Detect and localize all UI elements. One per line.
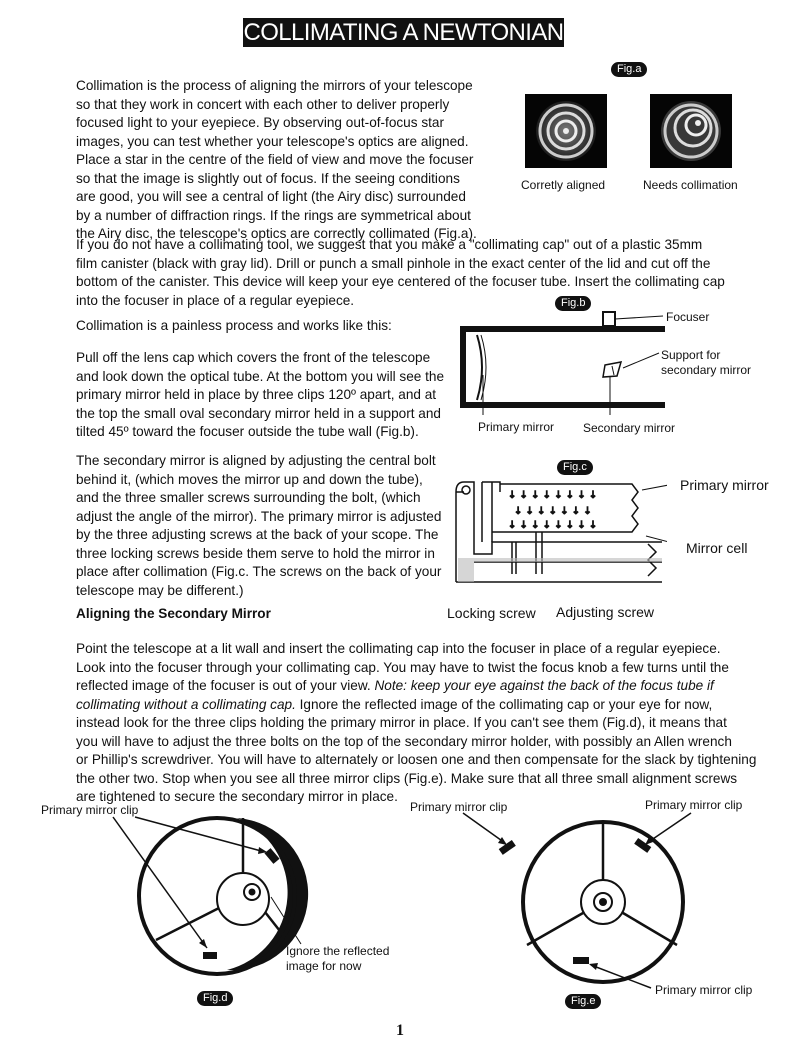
svg-text:↓ ↓ ↓ ↓ ↓ ↓ ↓: ↓ ↓ ↓ ↓ ↓ ↓ ↓ <box>514 506 592 517</box>
painless-sentence: Collimation is a painless process and works like this: <box>76 318 392 333</box>
fig-a-label-aligned: Corretly aligned <box>521 178 606 192</box>
point-text: Look into the focuser through your collimating cap. You may have to twist the focus knob a few turns until the <box>76 659 729 675</box>
mirror-arrows-icon <box>508 490 597 531</box>
intro-line: are good, you will see a central of light (the Airy disc) surrounded <box>76 189 466 204</box>
fig-c-badge: Fig.c <box>557 460 593 475</box>
secondary-line: behind it, (which moves the mirror up and down the tube), <box>76 471 423 487</box>
point-line <box>76 751 756 770</box>
intro-line: the Airy disc, the telescope's optics are correctly collimated (Fig.a). <box>76 226 477 241</box>
secondary-line: by the three adjusting screws at the back of your scope. The <box>76 527 439 542</box>
intro-line: by a number of diffraction rings. If the rings are symmetrical about <box>76 207 471 223</box>
point-note: collimating without a collimating cap. <box>76 696 296 712</box>
point-note: Note: keep your eye against the back of the focus tube if <box>374 678 714 693</box>
pull-line: the top the small oval secondary mirror held in a support and <box>76 405 441 421</box>
point-text: instead look for the three clips holding the primary mirror in place. If you can't see them (Fig.d), it means that <box>76 715 727 730</box>
secondary-line: telescope may be different.) <box>76 582 244 598</box>
mirror-cell-diagram <box>452 462 667 602</box>
view-without-clips-diagram <box>95 812 310 992</box>
fig-b-support-label-1: Support for <box>661 348 721 362</box>
fig-e-clip-left-label: Primary mirror clip <box>410 800 508 814</box>
fig-e-clip-right-label: Primary mirror clip <box>645 798 743 812</box>
aligned-rings-image <box>525 94 607 168</box>
point-text: Point the telescope at a lit wall and insert the collimating cap into the focuser in place of a regular eyepiece. <box>76 641 721 656</box>
point-text: the other two. Stop when you see all three mirror clips (Fig.e). Make sure that all three small alignment screws <box>76 770 738 786</box>
section-heading: Aligning the Secondary Mirror <box>76 606 271 621</box>
svg-text:↓ ↓ ↓ ↓ ↓ ↓ ↓ ↓: ↓ ↓ ↓ ↓ ↓ ↓ ↓ ↓ <box>508 520 598 531</box>
fig-d-clip-label: Primary mirror clip <box>41 803 139 817</box>
fig-e-clip-bottom-label: Primary mirror clip <box>655 983 753 997</box>
secondary-line: place after collimation (Fig.c. The screws on the back of your <box>76 564 442 579</box>
cap-line: into the focuser in place of a regular eyepiece. <box>76 292 355 308</box>
point-line <box>76 640 721 659</box>
fig-a-label-needs: Needs collimation <box>643 178 738 192</box>
svg-text:↓ ↓ ↓ ↓ ↓ ↓ ↓ ↓: ↓ ↓ ↓ ↓ ↓ ↓ ↓ ↓ <box>508 490 598 501</box>
fig-c-primary-label: Primary mirror <box>680 477 769 493</box>
point-line <box>76 677 714 696</box>
intro-line: Place a star in the centre of the field of view and move the focuser <box>76 152 474 167</box>
fig-c-adjusting-label: Adjusting screw <box>556 604 655 620</box>
point-text: are tightened to secure the secondary mirror in place. <box>76 789 398 804</box>
intro-line: so that the image is slightly out of focus. If the seeing conditions <box>76 170 460 186</box>
fig-b-support-label-2: secondary mirror <box>661 363 752 377</box>
point-line <box>76 696 712 715</box>
telescope-tube-diagram <box>455 305 670 415</box>
pull-line: and look down the optical tube. At the bottom you will see the <box>76 368 445 384</box>
page-title: COLLIMATING A NEWTONIAN <box>243 19 564 46</box>
point-line <box>76 770 737 789</box>
fig-b-primary-label: Primary mirror <box>478 420 554 434</box>
fig-a-badge: Fig.a <box>611 62 647 77</box>
needs-collimation-rings-image <box>650 94 732 168</box>
intro-line: focused light to your eyepiece. By observing out-of-focus star <box>76 115 444 130</box>
fig-d-badge: Fig.d <box>197 991 233 1006</box>
point-line <box>76 659 729 678</box>
secondary-line: adjust the angle of the mirror). The primary mirror is adjusted <box>76 508 442 524</box>
secondary-line: The secondary mirror is aligned by adjusting the central bolt <box>76 453 436 468</box>
cap-line: bottom of the canister. This device will keep your eye centered of the focuser tube. Insert the collimating cap <box>76 274 725 289</box>
point-text: reflected image of the focuser is out of your view. <box>76 678 375 693</box>
point-text: Ignore the reflected image of the collimating cap or your eye for now, <box>295 696 713 712</box>
intro-line: images, you can test whether your telescope's optics are aligned. <box>76 133 469 149</box>
pull-line: primary mirror held in place by three clips 120º apart, and at <box>76 387 437 402</box>
point-line <box>76 714 727 733</box>
fig-b-badge: Fig.b <box>555 296 591 311</box>
pull-line: tilted 45º toward the focuser outside the tube wall (Fig.b). <box>76 424 419 439</box>
point-text: or Phillip's screwdriver. You will have to alternately or loosen one and then compensate for the slack by tightening <box>76 752 757 767</box>
fig-d-ignore-label-1: Ignore the reflected <box>286 944 390 958</box>
view-with-clips-diagram <box>455 805 755 995</box>
page-number: 1 <box>396 1022 404 1039</box>
aligned-rings-icon <box>525 94 607 168</box>
cap-line: If you do not have a collimating tool, we suggest that you make a "collimating cap" out of a plastic 35mm <box>76 237 703 252</box>
fig-e-badge: Fig.e <box>565 994 601 1009</box>
secondary-line: and the three smaller screws surrounding the bolt, (which <box>76 490 421 505</box>
fig-b-focuser-label: Focuser <box>666 310 710 324</box>
intro-line: so that they work in concert with each other to deliver properly <box>76 96 450 112</box>
point-line <box>76 733 732 752</box>
intro-line: Collimation is the process of aligning the mirrors of your telescope <box>76 78 473 93</box>
point-text: you will have to adjust the three bolts on the top of the secondary mirror holder, with possibly an Allen wrench <box>76 733 732 749</box>
cap-line: film canister (black with gray lid). Drill or punch a small pinhole in the exact center of the lid and cut off the <box>76 255 711 271</box>
fig-b-secondary-label: Secondary mirror <box>583 421 676 435</box>
needs-collimation-rings-icon <box>650 94 732 168</box>
fig-c-locking-label: Locking screw <box>447 605 536 621</box>
pull-line: Pull off the lens cap which covers the front of the telescope <box>76 350 431 365</box>
secondary-line: three locking screws beside them serve to hold the mirror in <box>76 545 435 561</box>
fig-d-ignore-label-2: image for now <box>286 959 362 973</box>
fig-c-cell-label: Mirror cell <box>686 540 748 556</box>
